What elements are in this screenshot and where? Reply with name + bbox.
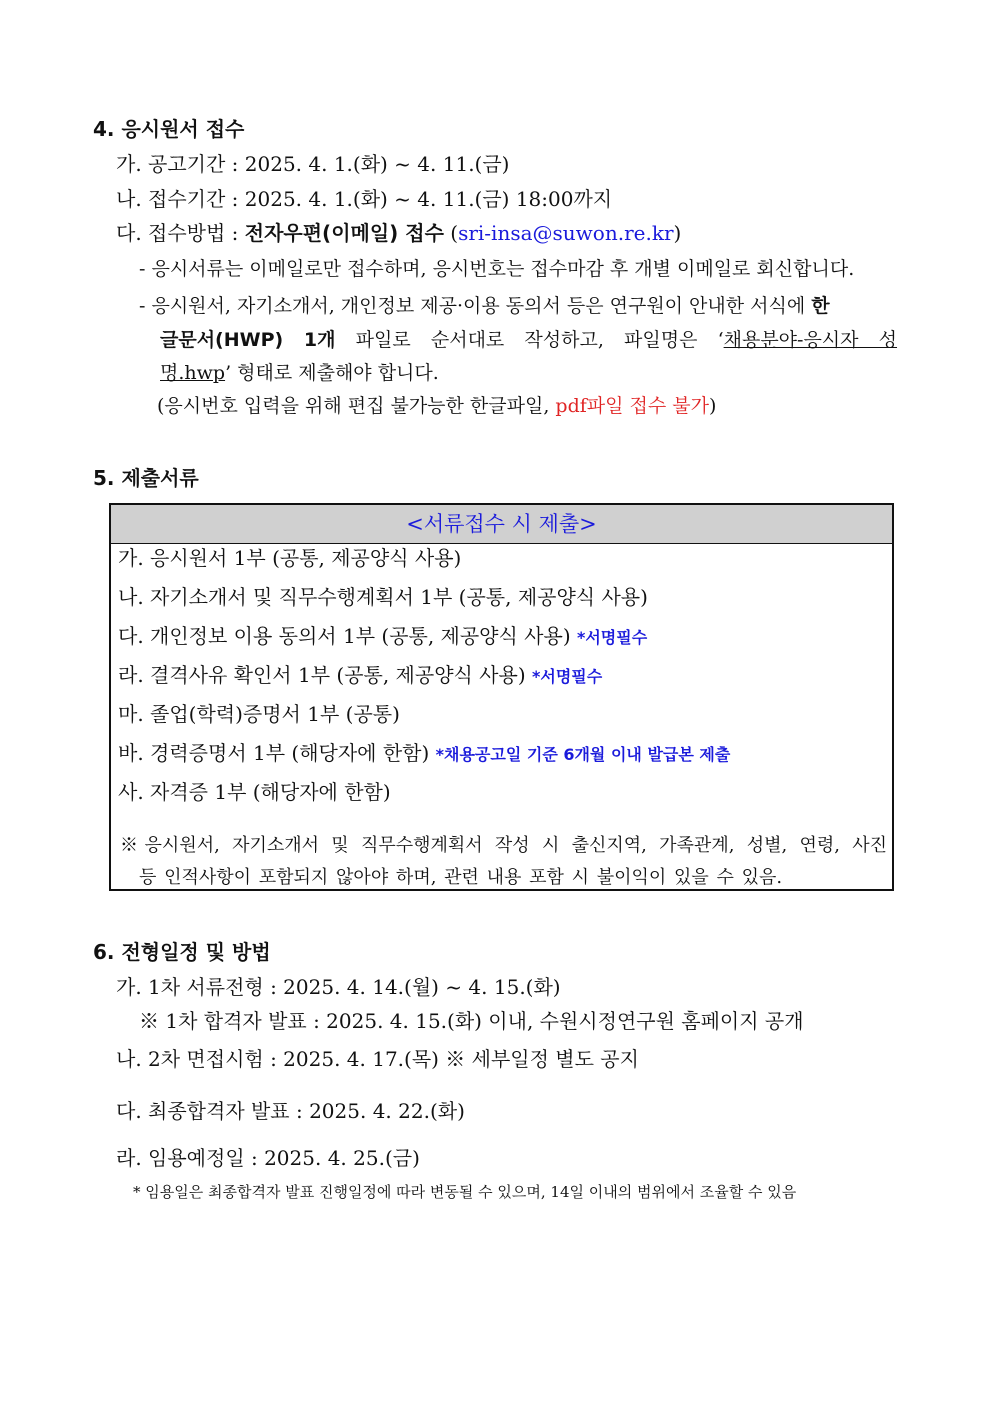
s4-bullet-2-line-2 (160, 325, 897, 355)
doc-item-text: 라. 결격사유 확인서 1부 (공통, 제공양식 사용) (118, 663, 532, 687)
s6-item-na: 나. 2차 면접시험 : 2025. 4. 17.(목) ※ 세부일정 별도 공지 (116, 1047, 639, 1071)
s4-b2-text-c: ’ 형태로 제출해야 합니다. (225, 362, 439, 384)
s4-b2-hwp: 글문서(HWP) 1개 (160, 329, 336, 351)
signature-required-note: *서명필수 (532, 667, 603, 686)
doc-item-text: 사. 자격증 1부 (해당자에 한함) (118, 780, 391, 804)
s4-da-method: 전자우편(이메일) 접수 (244, 221, 444, 245)
s4-item-ga: 가. 공고기간 : 2025. 4. 1.(화) ~ 4. 11.(금) (116, 152, 510, 176)
section-4-heading: 4. 응시원서 접수 (93, 117, 245, 141)
s4-bullet-1: - 응시서류는 이메일로만 접수하며, 응시번호는 접수마감 후 개별 이메일로 회신합니다. (139, 258, 855, 280)
s4-bullet-2-line-1 (139, 291, 830, 321)
career-cert-note: *채용공고일 기준 6개월 이내 발급본 제출 (435, 745, 731, 764)
s4-da-close: ) (673, 221, 682, 245)
s6-item-ra-note: * 임용일은 최종합격자 발표 진행일정에 따라 변동될 수 있으며, 14일 이내의 범위에서 조율할 수 있음 (133, 1183, 797, 1201)
documents-remark-line-1: ※응시원서, 자기소개서 및 직무수행계획서 작성 시 출신지역, 가족관계, 성별, 연령, 사진 (120, 835, 887, 856)
s6-item-ga: 가. 1차 서류전형 : 2025. 4. 14.(월) ~ 4. 15.(화) (116, 975, 561, 999)
doc-item-text: 다. 개인정보 이용 동의서 1부 (공통, 제공양식 사용) (118, 624, 577, 648)
s4-b2-text-d: (응시번호 입력을 위해 편집 불가능한 한글파일, (157, 395, 556, 417)
doc-item-ga (118, 543, 461, 573)
s6-item-da: 다. 최종합격자 발표 : 2025. 4. 22.(화) (116, 1099, 465, 1123)
doc-item-ma (118, 699, 400, 729)
s4-item-da (116, 218, 681, 248)
s4-bullet-2-line-3 (160, 358, 439, 388)
s4-b2-filename-b: 명.hwp (160, 362, 226, 384)
s4-b2-text-bold: 한 (811, 295, 830, 317)
doc-item-text: 가. 응시원서 1부 (공통, 제공양식 사용) (118, 546, 462, 570)
documents-box-title: <서류접수 시 제출> (111, 505, 892, 544)
signature-required-note: *서명필수 (576, 628, 648, 647)
section-6-heading: 6. 전형일정 및 방법 (93, 940, 271, 964)
s4-item-na: 나. 접수기간 : 2025. 4. 1.(화) ~ 4. 11.(금) 18:00까지 (116, 187, 613, 211)
doc-item-text: 바. 경력증명서 1부 (해당자에 한함) (118, 741, 436, 765)
s4-da-open: ( (443, 221, 459, 245)
s4-da-prefix: 다. 접수방법 : (116, 221, 245, 245)
doc-item-ra (118, 660, 602, 692)
s4-pdf-warning: pdf파일 접수 불가 (555, 395, 709, 417)
doc-item-da (118, 621, 647, 653)
s4-b2-filename-a: 채용분야-응시자 성 (723, 329, 898, 351)
documents-remark-line-2: 등 인적사항이 포함되지 않아야 하며, 관련 내용 포함 시 불이익이 있을 수 있음. (139, 867, 783, 888)
s6-item-ra: 라. 임용예정일 : 2025. 4. 25.(금) (116, 1146, 420, 1170)
doc-item-sa (118, 777, 391, 807)
s4-bullet-2-line-4 (157, 391, 716, 421)
s4-b2-text-a: - 응시원서, 자기소개서, 개인정보 제공·이용 동의서 등은 연구원이 안내한 서식에 (139, 295, 812, 317)
s4-b2-text-b: 파일로 순서대로 작성하고, 파일명은 ‘ (335, 329, 724, 351)
s6-item-ga-note: ※ 1차 합격자 발표 : 2025. 4. 15.(화) 이내, 수원시정연구원 홈페이지 공개 (139, 1009, 804, 1033)
s4-email-link[interactable]: sri-insa@suwon.re.kr (458, 221, 674, 245)
doc-item-text: 마. 졸업(학력)증명서 1부 (공통) (118, 702, 400, 726)
doc-item-ba (118, 738, 730, 770)
section-5-heading: 5. 제출서류 (93, 466, 199, 490)
doc-item-na (118, 582, 648, 612)
doc-item-text: 나. 자기소개서 및 직무수행계획서 1부 (공통, 제공양식 사용) (118, 585, 648, 609)
s4-b2-text-e: ) (708, 395, 717, 417)
